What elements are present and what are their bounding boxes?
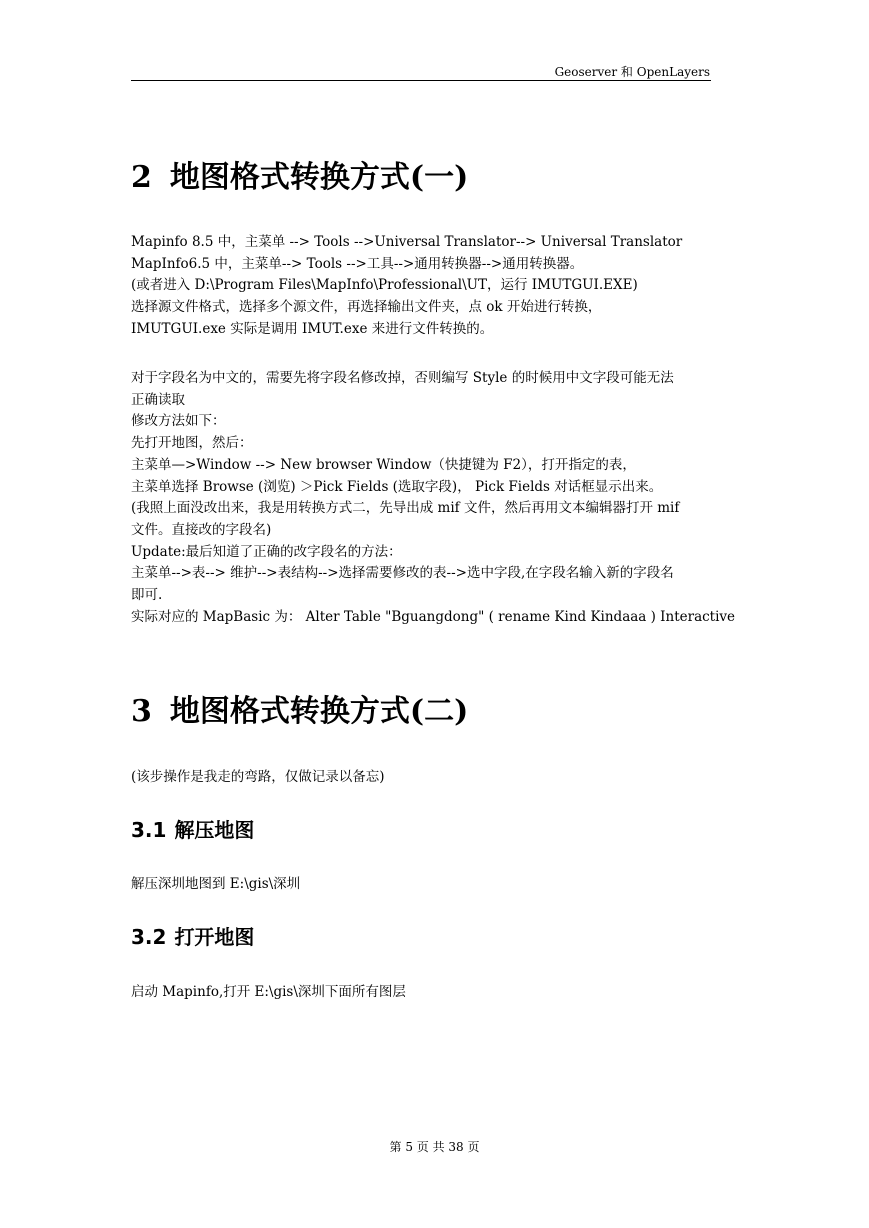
section-2-paragraph-2 <box>131 368 735 628</box>
section-2-title: 地图格式转换方式(一) <box>169 160 469 195</box>
page-footer: 第 5 页 共 38 页 <box>389 1140 480 1154</box>
section-2-paragraph-1 <box>131 232 682 341</box>
text-line: Update:最后知道了正确的改字段名的方法： <box>131 543 402 560</box>
text-line: 即可. <box>131 587 163 604</box>
section-3-note: (该步操作是我走的弯路，仅做记录以备忘) <box>131 769 385 785</box>
subsection-3-1-title: 解压地图 <box>174 818 255 842</box>
section-3-number: 3 <box>131 694 152 729</box>
text-line: (或者进入 D:\Program Files\MapInfo\Professional\UT，运行 IMUTGUI.EXE) <box>131 277 638 294</box>
text-line: Mapinfo 8.5 中，主菜单 --> Tools -->Universal Translator--> Universal Translator <box>131 234 683 250</box>
text-line: 选择源文件格式，选择多个源文件，再选择输出文件夹，点 ok 开始进行转换， <box>131 299 602 316</box>
text-line: 正确读取 <box>131 391 185 408</box>
subsection-3-1-number: 3.1 <box>131 818 167 842</box>
text-line: 先打开地图，然后： <box>131 435 253 452</box>
header-rule <box>131 80 711 81</box>
section-3-title: 地图格式转换方式(二) <box>169 694 469 729</box>
text-line: 主菜单—>Window --> New browser Window（快捷键为 F2），打开指定的表， <box>131 456 636 473</box>
section-2-heading <box>131 160 468 196</box>
subsection-3-2-text: 启动 Mapinfo,打开 E:\gis\深圳下面所有图层 <box>131 984 406 1000</box>
subsection-3-2-title: 打开地图 <box>174 925 255 949</box>
text-line: (我照上面没改出来，我是用转换方式二，先导出成 mif 文件，然后再用文本编辑器打开 mif <box>131 500 680 517</box>
section-2-number: 2 <box>131 160 152 195</box>
text-line: 实际对应的 MapBasic 为： Alter Table "Bguangdong" ( rename Kind Kindaaa ) Interactive <box>131 608 736 625</box>
subsection-3-2-number: 3.2 <box>131 925 167 949</box>
section-3-heading <box>131 694 468 730</box>
text-line: MapInfo6.5 中，主菜单--> Tools -->工具-->通用转换器-->通用转换器。 <box>131 255 584 272</box>
text-line: 文件。直接改的字段名) <box>131 521 272 538</box>
text-line: IMUTGUI.exe 实际是调用 IMUT.exe 来进行文件转换的。 <box>131 320 494 337</box>
subsection-3-1-heading <box>131 818 254 842</box>
text-line: 修改方法如下： <box>131 413 226 430</box>
text-line: 对于字段名为中文的，需要先将字段名修改掉，否则编写 Style 的时候用中文字段可能无法 <box>131 370 674 386</box>
text-line: 主菜单-->表--> 维护-->表结构-->选择需要修改的表-->选中字段,在字段名输入新的字段名 <box>131 565 674 582</box>
text-line: 主菜单选择 Browse (浏览) ＞Pick Fields (选取字段)， Pick Fields 对话框显示出来。 <box>131 478 663 495</box>
page-header: Geoserver 和 OpenLayers <box>554 65 710 79</box>
subsection-3-2-heading <box>131 925 254 949</box>
subsection-3-1-text: 解压深圳地图到 E:\gis\深圳 <box>131 876 301 892</box>
